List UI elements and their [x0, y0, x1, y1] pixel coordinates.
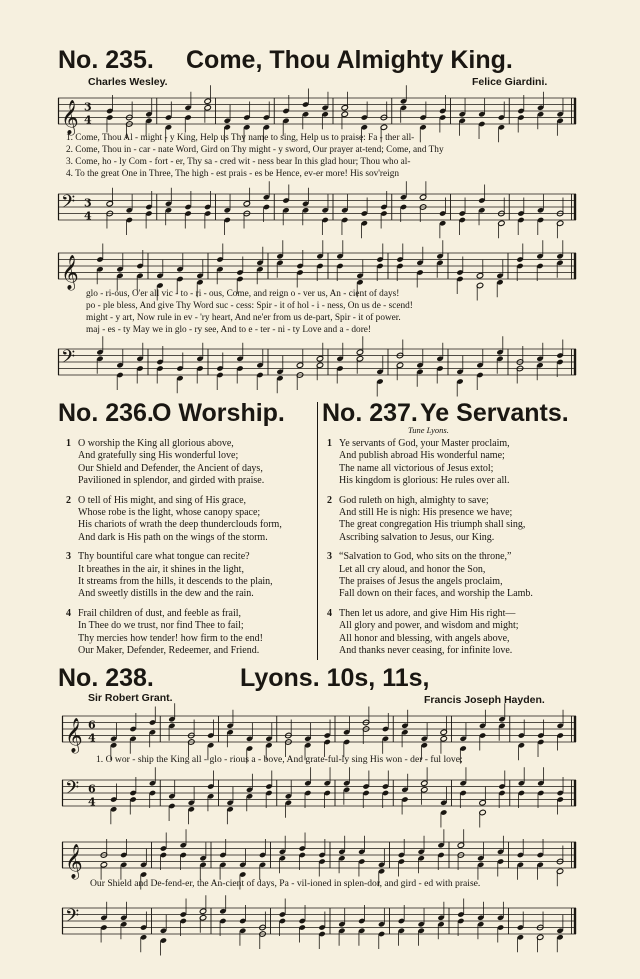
stanza-number: 4: [66, 607, 71, 619]
stanza-line: And still He is nigh: His presence we have;: [339, 507, 513, 519]
hymn-236-stanzas: [66, 438, 282, 658]
stanza-line: It streams from the hills, it descends to the plain,: [78, 576, 273, 588]
stanza-number: 2: [66, 494, 71, 506]
hymn-235-verse-2-line-1: 2. Come, Thou in - car - nate Word, Gird on Thy might - y sword, Our prayer at-tend; Come, and Thy: [66, 145, 444, 155]
hymn-235-verse-4-line-2: maj - es - ty May we in glo - ry see, And to e - ter - ni - ty Love and a - dore!: [86, 325, 372, 335]
stanza-number: 4: [327, 607, 332, 619]
bass-clef-icon: 𝄢: [65, 905, 80, 931]
hymn-235-verse-4-line-1: 4. To the great One in Three, The high - est prais - es be Hence, ev-er more! His sov'reign: [66, 169, 400, 179]
treble-clef-icon: 𝄞: [65, 718, 83, 753]
hymn-235-treble-staff-2: [58, 249, 576, 290]
hymn-236-stanza-3: [66, 551, 282, 601]
stanza-number: 1: [66, 438, 71, 449]
stanza-line: Our Shield and Defender, the Ancient of days,: [78, 462, 263, 474]
stanza-line: Frail children of dust, and feeble as frail,: [78, 607, 241, 619]
stanza-line: Ascribing salvation to Jesus, our King.: [339, 531, 495, 543]
stanza-number: 3: [66, 551, 71, 563]
stanza-line: Ye servants of God, your Master proclaim,: [339, 438, 510, 449]
time-signature-bottom: 4: [84, 209, 92, 223]
stanza-line: Our Maker, Defender, Redeemer, and Friend.: [78, 645, 260, 657]
time-signature-bottom: 4: [88, 795, 96, 809]
stanza-line: It breathes in the air, it shines in the light,: [78, 563, 244, 575]
hymn-237-stanza-1: [327, 438, 533, 488]
hymn-238-composer: Francis Joseph Hayden.: [424, 694, 545, 706]
hymn-235-verse-1-line-1: 1. Come, Thou Al - might - y King, Help us Thy name to sing, Help us to praise: Fa - ther all-: [66, 133, 415, 143]
time-signature-top: 3: [84, 196, 92, 210]
treble-clef-icon: 𝄞: [65, 844, 83, 879]
hymn-235-number: No. 235.: [58, 46, 154, 74]
stanza-line: The great congregation His triumph shall sing,: [339, 519, 526, 531]
hymn-237-stanza-2: [327, 495, 533, 545]
stanza-line: And dark is His path on the wings of the storm.: [78, 531, 268, 543]
hymn-238-number: No. 238.: [58, 664, 154, 692]
stanza-line: All glory and power, and wisdom and might;: [339, 620, 519, 632]
hymn-236-stanza-4: [66, 608, 282, 658]
hymn-235-author: Charles Wesley.: [88, 76, 168, 88]
hymn-238-verse-line-1: 1. O wor - ship the King all - glo - rious a - bove, And grate-ful-ly sing His won - der - ful love;: [96, 754, 463, 765]
time-signature-top: 6: [88, 782, 96, 796]
stanza-line: “Salvation to God, who sits on the throne,”: [339, 551, 512, 563]
hymn-235-bass-staff-1: [58, 190, 576, 224]
hymn-235-title: Come, Thou Almighty King.: [186, 46, 513, 74]
hymn-236-number: No. 236.: [58, 399, 154, 427]
stanza-line: And publish abroad His wonderful name;: [339, 450, 505, 462]
hymn-236-stanza-2: [66, 495, 282, 545]
hymn-237-tune: Tune Lyons.: [408, 425, 449, 435]
stanza-line: Fall down on their faces, and worship the Lamb.: [339, 588, 533, 600]
hymn-235-treble-staff-1: [58, 94, 576, 135]
stanza-line: His kingdom is glorious: He rules over all.: [339, 475, 510, 487]
hymn-237-number: No. 237.: [322, 399, 418, 427]
hymn-238-verse-line-2: Our Shield and De-fend-er, the An-cient of days, Pa - vil-ioned in splen-dor, and gird - ed with praise.: [90, 878, 481, 889]
hymn-238-treble-staff-1: [62, 712, 576, 753]
stanza-line: In Thee do we trust, nor find Thee to fail;: [78, 620, 244, 632]
stanza-line: Whose robe is the light, whose canopy space;: [78, 507, 261, 519]
hymn-238-bass-staff-2: [62, 904, 576, 938]
hymn-237-title: Ye Servants.: [420, 399, 569, 427]
hymn-235-verse-1-line-2: glo - ri-ous, O'er all vic - to - ri - ous, Come, and reign o - ver us, An - cient of days!: [86, 289, 400, 299]
bass-clef-icon: 𝄢: [61, 191, 76, 217]
stanza-line: And sweetly distills in the dew and the rain.: [78, 588, 254, 600]
column-divider: [317, 402, 318, 660]
hymn-238-author: Sir Robert Grant.: [88, 692, 173, 704]
time-signature-top: 6: [88, 718, 96, 732]
hymn-236-title: O Worship.: [152, 399, 285, 427]
stanza-line: And thanks never ceasing, for infinite love.: [339, 645, 513, 657]
hymn-237-stanza-3: [327, 551, 533, 601]
hymn-238-treble-staff-2: [62, 838, 576, 879]
hymn-235-composer: Felice Giardini.: [472, 76, 548, 88]
treble-clef-icon: 𝄞: [61, 255, 79, 290]
stanza-number: 2: [327, 494, 332, 506]
hymn-237-stanzas: [327, 438, 533, 658]
stanza-line: Then let us adore, and give Him His right—: [339, 607, 516, 619]
time-signature-bottom: 4: [88, 731, 96, 745]
time-signature-bottom: 4: [84, 113, 92, 127]
stanza-line: His chariots of wrath the deep thunderclouds form,: [78, 519, 282, 531]
stanza-line: All honor and blessing, with angels above,: [339, 632, 510, 644]
stanza-line: The praises of Jesus the angels proclaim,: [339, 576, 503, 588]
bass-clef-icon: 𝄢: [65, 777, 80, 803]
stanza-line: The name all victorious of Jesus extol;: [339, 462, 494, 474]
hymn-235-bass-staff-2: [58, 345, 576, 379]
stanza-line: God ruleth on high, almighty to save;: [339, 494, 489, 506]
stanza-line: O worship the King all glorious above,: [78, 438, 234, 449]
stanza-line: Let all cry aloud, and honor the Son,: [339, 563, 486, 575]
hymn-235-verse-2-line-2: po - ple bless, And give Thy Word suc - cess: Spir - it of hol - i - ness, On us de - scend!: [86, 301, 413, 311]
treble-clef-icon: 𝄞: [61, 100, 79, 135]
stanza-line: O tell of His might, and sing of His grace,: [78, 494, 247, 506]
hymn-238-title: Lyons. 10s, 11s,: [240, 664, 430, 692]
hymn-237-stanza-4: [327, 608, 533, 658]
hymn-236-stanza-1: [66, 438, 282, 488]
hymn-235-verse-3-line-2: might - y art, Now rule in ev - 'ry heart, And ne'er from us de-part, Spir - it of power.: [86, 313, 401, 323]
stanza-number: 3: [327, 551, 332, 563]
hymn-235-verse-3-line-1: 3. Come, ho - ly Com - fort - er, Thy sa - cred wit - ness bear In this glad hour; Thou who al-: [66, 157, 411, 167]
stanza-number: 1: [327, 438, 332, 449]
bass-clef-icon: 𝄢: [61, 346, 76, 372]
stanza-line: Pavilioned in splendor, and girded with praise.: [78, 475, 265, 487]
stanza-line: And gratefully sing His wonderful love;: [78, 450, 239, 462]
stanza-line: Thy bountiful care what tongue can recite?: [78, 551, 250, 563]
time-signature-top: 3: [84, 100, 92, 114]
stanza-line: Thy mercies how tender! how firm to the end!: [78, 632, 263, 644]
hymn-238-bass-staff-1: [62, 776, 576, 810]
